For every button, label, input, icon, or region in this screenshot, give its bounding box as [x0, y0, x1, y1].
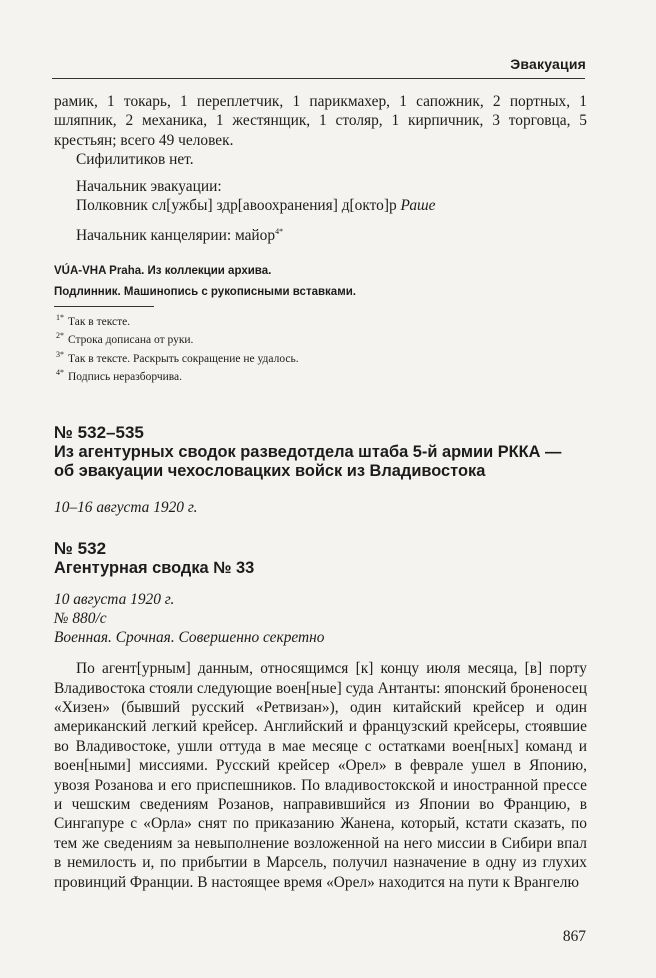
continuation-paragraph: рамик, 1 токарь, 1 переплетчик, 1 парикмахер, 1 сапожник, 2 портных, 1 шляпник, 2 механика, 1 жестянщик, 1 столяр, 1 кирпичник, 3 торговца, 5 крестьян; всего 49 человек. — [54, 93, 587, 149]
footnote-mark: 2* — [56, 331, 64, 341]
colonel-text: Полковник сл[ужбы] здр[авоохранения] д[окто]р — [76, 197, 401, 215]
footnote-1 — [54, 311, 587, 329]
footnote-text: Так в тексте. Раскрыть сокращение не удалось. — [68, 352, 299, 365]
chancellery-mark: 4* — [275, 227, 284, 237]
document-title: Агентурная сводка № 33 — [54, 558, 255, 577]
footnote-mark: 3* — [56, 349, 64, 359]
syphilitics-line: Сифилитиков нет. — [76, 151, 194, 169]
footnote-text: Строка дописана от руки. — [68, 334, 194, 347]
footnote-text: Так в тексте. — [68, 315, 131, 328]
group-dates: 10–16 августа 1920 г. — [54, 498, 198, 516]
footnote-mark: 4* — [56, 368, 64, 378]
footnotes — [54, 311, 587, 385]
group-title-line-1: Из агентурных сводок разведотдела штаба 5-й армии РККА — — [54, 442, 562, 461]
footnote-2 — [54, 329, 587, 347]
chancellery-text: Начальник канцелярии: майор — [76, 227, 276, 245]
document-ref: № 880/с — [54, 610, 107, 628]
document-body: По агент[урным] данным, относящимся [к] концу июля месяца, [в] порту Владивостока стояли следующие воен[ные] суда Антанты: японский броненосец «Хизен» (бывший русский «Ретвизан»), один китайский крейсер и один американский легкий крейсер. Английский и французский крейсеры, стоявшие во Владивостоке, ушли оттуда в мае месяце с остатками воен[ных] команд и воен[ными] миссиями. Русский крейсер «Орел» в феврале ушел в Японию, увозя Розанова и его приспешников. По владивостокской и иностранной прессе и чешским сведениям Розанов, направившийся из Японии во Францию, в Сингапуре с «Орла» снят по приказанию Жанена, который, кстати сказать, по тем же сведениям за невыполнение возложенной на него миссии в Сибири впал в немилость и, по прибытии в Марсель, получил назначение в одну из глухих провинций Франции. В настоящее время «Орел» находится на пути к Врангелю — [54, 660, 587, 891]
page-content — [54, 92, 587, 892]
colonel-name: Раше — [400, 197, 436, 215]
chief-label: Начальник эвакуации: — [76, 177, 222, 195]
page-number: 867 — [562, 928, 586, 945]
group-number: № 532–535 — [54, 422, 144, 442]
document-date: 10 августа 1920 г. — [54, 591, 175, 609]
footnote-text: Подпись неразборчива. — [68, 371, 183, 384]
group-title-line-2: об эвакуации чехословацких войск из Владивостока — [54, 462, 486, 481]
footnote-mark: 1* — [56, 312, 64, 322]
archive-source: VÚA-VHA Praha. Из коллекции архива. — [54, 264, 272, 277]
running-head: Эвакуация — [510, 56, 586, 72]
document-classification: Военная. Срочная. Совершенно секретно — [54, 629, 325, 647]
archive-note: Подлинник. Машинопись с рукописными вставками. — [54, 285, 356, 298]
document-number: № 532 — [54, 538, 107, 558]
colonel-signature — [54, 196, 587, 215]
chancellery-signature — [54, 222, 587, 246]
footnote-3 — [54, 348, 587, 366]
header-rule — [52, 78, 585, 79]
footnote-rule — [54, 306, 154, 307]
footnote-4 — [54, 366, 587, 384]
